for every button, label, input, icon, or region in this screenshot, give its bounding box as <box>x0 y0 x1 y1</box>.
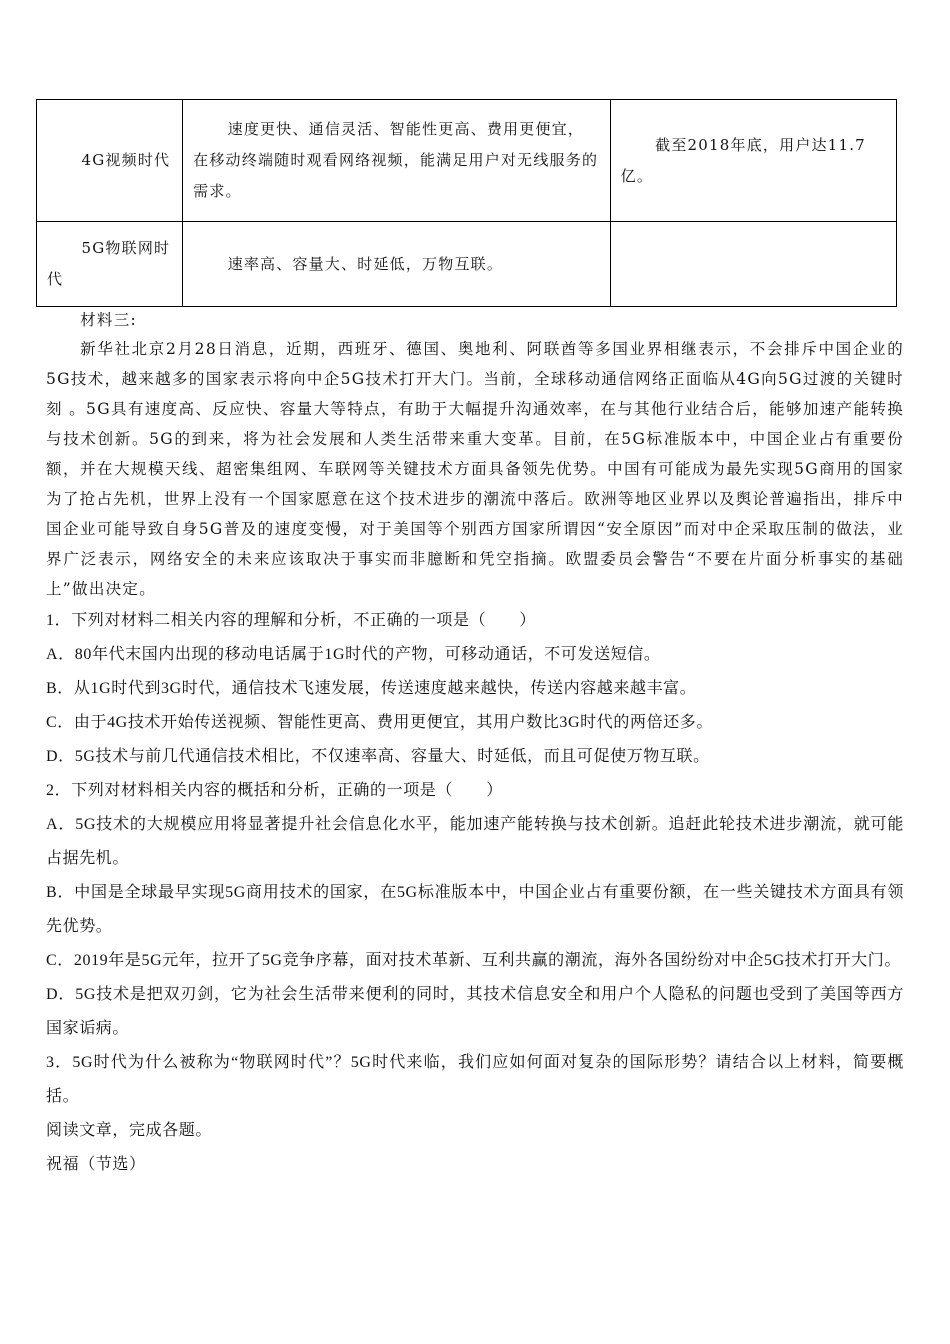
material-three <box>46 306 904 604</box>
material-three-text: 新华社北京2月28日消息，近期，西班牙、德国、奥地利、阿联酋等多国业界相继表示，不会排斥中国企业的5G技术，越来越多的国家表示将向中企5G技术打开大门。当前，全球移动通信网络正面临从4G向5G过渡的关键时刻 。5G具有速度高、反应快、容量大等特点，有助于大幅提升沟通效率，在与其他行业结合后，能够加速产能转换与技术创新。5G的到来，将为社会发展和人类生活带来重大变革。目前，在5G标准版本中，中国企业占有重要份额，并在大规模天线、超密集组网、车联网等关键技术方面具备领先优势。中国有可能成为最先实现5G商用的国家为了抢占先机，世界上没有一个国家愿意在这个技术进步的潮流中落后。欧洲等地区业界以及舆论普遍指出，排斥中国企业可能导致自身5G普及的速度变慢，对于美国等个别西方国家所谓因“安全原因”而对中企采取压制的做法，业界广泛表示，网络安全的未来应该取决于事实而非臆断和凭空指摘。欧盟委员会警告“不要在片面分析事实的基础上”做出决定。 <box>46 340 904 598</box>
table-row <box>37 222 897 307</box>
question-1-stem: 1．下列对材料二相关内容的理解和分析，不正确的一项是（ ） <box>46 612 537 629</box>
reading-instruction: 阅读文章，完成各题。 <box>46 1122 213 1139</box>
material-three-title: 材料三: <box>80 311 138 329</box>
features-text: 速率高、容量大、时延低，万物互联。 <box>227 254 504 273</box>
question-1-option-c: C．由于4G技术开始传送视频、智能性更高、费用更便宜，其用户数比3G时代的两倍还多。 <box>46 714 713 731</box>
comm-era-table <box>36 99 897 307</box>
question-3 <box>46 1046 904 1114</box>
features-cell <box>183 100 610 222</box>
passage-title: 祝福（节选） <box>46 1156 146 1173</box>
question-2-option-d: D．5G技术是把双刃剑，它为社会生活带来便利的同时，其技术信息安全和用户个人隐私的问题也受到了美国等西方国家诟病。 <box>46 986 904 1037</box>
question-3-stem: 3．5G时代为什么被称为“物联网时代”？5G时代来临，我们应如何面对复杂的国际形势？请结合以上材料，简要概括。 <box>46 1054 904 1105</box>
users-cell <box>610 222 896 307</box>
main-text <box>46 306 904 1182</box>
question-2-option-b: B．中国是全球最早实现5G商用技术的国家，在5G标准版本中，中国企业占有重要份额，在一些关键技术方面具有领先优势。 <box>46 884 904 935</box>
users-cell <box>610 100 896 222</box>
era-label: 5G物联网时代 <box>47 239 171 288</box>
users-text: 截至2018年底，用户达11.7亿。 <box>620 135 866 185</box>
question-2-stem: 2．下列对材料相关内容的概括和分析，正确的一项是（ ） <box>46 782 503 799</box>
table-row <box>37 100 897 222</box>
question-2-option-c: C．2019年是5G元年，拉开了5G竞争序幕，面对技术革新、互利共赢的潮流，海外各国纷纷对中企5G技术打开大门。 <box>46 952 901 969</box>
question-2 <box>46 774 904 1046</box>
era-cell <box>37 100 183 222</box>
question-1 <box>46 604 904 774</box>
question-2-option-a: A．5G技术的大规模应用将显著提升社会信息化水平，能加速产能转换与技术创新。追赶此轮技术进步潮流，就可能占据先机。 <box>46 816 904 867</box>
question-1-option-b: B．从1G时代到3G时代，通信技术飞速发展，传送速度越来越快，传送内容越来越丰富。 <box>46 680 697 697</box>
question-1-option-d: D．5G技术与前几代通信技术相比，不仅速率高、容量大、时延低，而且可促使万物互联。 <box>46 748 710 765</box>
question-1-option-a: A．80年代末国内出现的移动电话属于1G时代的产物，可移动通话，不可发送短信。 <box>46 646 661 663</box>
era-cell <box>37 222 183 307</box>
features-cell <box>183 222 610 307</box>
features-text: 速度更快、通信灵活、智能性更高、费用更便宜，在移动终端随时观看网络视频，能满足用户对无线服务的需求。 <box>193 120 599 200</box>
era-label: 4G视频时代 <box>81 151 171 169</box>
